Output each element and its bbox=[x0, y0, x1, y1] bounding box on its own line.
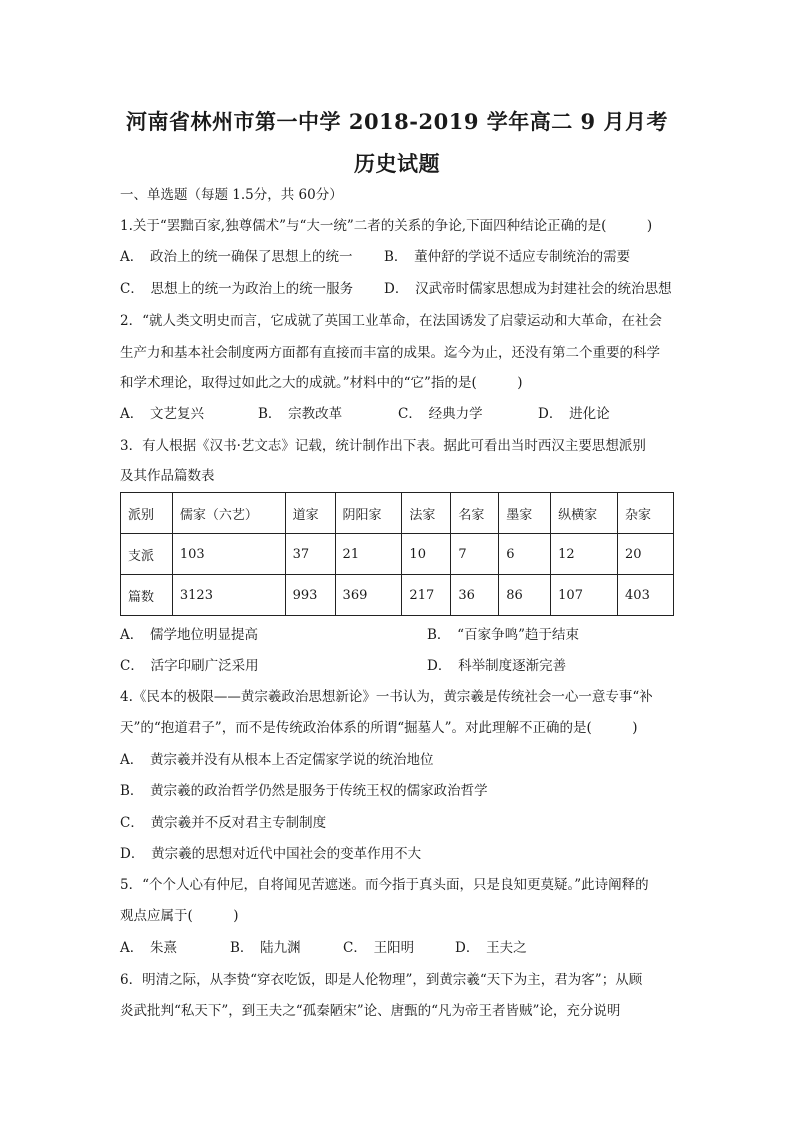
table-cell: 杂家 bbox=[618, 493, 674, 534]
q2-line-1: 2．“就人类文明史而言，它成就了英国工业革命，在法国诱发了启蒙运动和大革命，在社会 bbox=[120, 313, 662, 329]
table-cell: 217 bbox=[402, 575, 451, 616]
q5-option-d: D． 王夫之 bbox=[455, 940, 527, 956]
q3-line-2: 及其作品篇数表 bbox=[120, 468, 215, 484]
exam-title: 河南省林州市第一中学 2018-2019 学年高二 9 月月考 bbox=[126, 109, 668, 134]
q4-option-d: D． 黄宗羲的思想对近代中国社会的变革作用不大 bbox=[120, 846, 422, 862]
q1-option-d: D． 汉武帝时儒家思想成为封建社会的统治思想 bbox=[384, 281, 672, 297]
q2-option-a: A． 文艺复兴 bbox=[120, 406, 204, 422]
table-cell: 支派 bbox=[121, 534, 173, 575]
q4-option-b: B． 黄宗羲的政治哲学仍然是服务于传统王权的儒家政治哲学 bbox=[120, 783, 488, 799]
section-heading: 一、单选题（每题 1.5分，共 60分） bbox=[120, 187, 343, 203]
q3-line-1: 3．有人根据《汉书·艺文志》记载，统计制作出下表。据此可看出当时西汉主要思想派别 bbox=[120, 438, 646, 454]
table-cell: 纵横家 bbox=[551, 493, 618, 534]
table-cell: 名家 bbox=[451, 493, 499, 534]
table-row bbox=[121, 534, 674, 575]
q1-option-b: B． 董仲舒的学说不适应专制统治的需要 bbox=[384, 249, 631, 265]
table-header-row bbox=[121, 493, 674, 534]
table-cell: 6 bbox=[499, 534, 551, 575]
q4-line-1: 4.《民本的极限——黄宗羲政治思想新论》一书认为，黄宗羲是传统社会一心一意专事“补 bbox=[120, 689, 653, 705]
q3-option-b: B． “百家争鸣”趋于结束 bbox=[427, 627, 579, 643]
table-cell: 篇数 bbox=[121, 575, 173, 616]
table-cell: 993 bbox=[285, 575, 335, 616]
exam-subject: 历史试题 bbox=[354, 151, 440, 176]
q2-option-b: B． 宗教改革 bbox=[258, 406, 343, 422]
table-cell: 103 bbox=[172, 534, 285, 575]
table-cell: 10 bbox=[402, 534, 451, 575]
schools-table bbox=[120, 492, 674, 616]
table-cell: 20 bbox=[618, 534, 674, 575]
table-cell: 12 bbox=[551, 534, 618, 575]
table-cell: 369 bbox=[335, 575, 402, 616]
q5-option-a: A． 朱熹 bbox=[120, 940, 177, 956]
q5-option-b: B． 陆九渊 bbox=[230, 940, 301, 956]
q1-option-c: C． 思想上的统一为政治上的统一服务 bbox=[120, 281, 354, 297]
table-cell: 7 bbox=[451, 534, 499, 575]
q2-line-3: 和学术理论，取得过如此之大的成就。”材料中的“它”指的是( ) bbox=[120, 375, 523, 391]
table-cell: 37 bbox=[285, 534, 335, 575]
table-cell: 21 bbox=[335, 534, 402, 575]
q6-line-1: 6．明清之际，从李贽“穿衣吃饭，即是人伦物理”，到黄宗羲“天下为主，君为客”；从顾 bbox=[120, 972, 643, 988]
q4-line-2: 天”的“抱道君子”，而不是传统政治体系的所谓“掘墓人”。对此理解不正确的是( ) bbox=[120, 720, 638, 736]
q6-line-2: 炎武批判“私天下”，到王夫之“孤秦陋宋”论、唐甄的“凡为帝王者皆贼”论，充分说明 bbox=[120, 1003, 621, 1019]
table-cell: 道家 bbox=[285, 493, 335, 534]
q3-option-d: D． 科举制度逐渐完善 bbox=[427, 658, 567, 674]
table-cell: 86 bbox=[499, 575, 551, 616]
table-cell: 阴阳家 bbox=[335, 493, 402, 534]
table-cell: 法家 bbox=[402, 493, 451, 534]
q4-option-c: C． 黄宗羲并不反对君主专制制度 bbox=[120, 815, 327, 831]
q4-option-a: A． 黄宗羲并没有从根本上否定儒家学说的统治地位 bbox=[120, 752, 434, 768]
table-cell: 107 bbox=[551, 575, 618, 616]
table-cell: 墨家 bbox=[499, 493, 551, 534]
q3-option-a: A． 儒学地位明显提高 bbox=[120, 627, 258, 643]
table-cell: 3123 bbox=[172, 575, 285, 616]
table-cell: 36 bbox=[451, 575, 499, 616]
q3-option-c: C． 活字印刷广泛采用 bbox=[120, 658, 259, 674]
q5-line-2: 观点应属于( ) bbox=[120, 908, 239, 924]
q2-line-2: 生产力和基本社会制度两方面都有直接而丰富的成果。迄今为止，还没有第二个重要的科学 bbox=[120, 345, 660, 361]
q2-option-c: C． 经典力学 bbox=[398, 406, 483, 422]
table-cell: 儒家（六艺） bbox=[172, 493, 285, 534]
q1-stem: 1.关于“罢黜百家,独尊儒术”与“大一统”二者的关系的争论,下面四种结论正确的是( ) bbox=[120, 218, 653, 234]
q2-option-d: D． 进化论 bbox=[538, 406, 610, 422]
table-row bbox=[121, 575, 674, 616]
q5-option-c: C． 王阳明 bbox=[343, 940, 415, 956]
q1-option-a: A． 政治上的统一确保了思想上的统一 bbox=[120, 249, 353, 265]
table-cell: 403 bbox=[618, 575, 674, 616]
q5-line-1: 5．“个个人心有仲尼，自将闻见苦遮迷。而今指于真头面，只是良知更莫疑。”此诗阐释的 bbox=[120, 877, 649, 893]
table-cell: 派别 bbox=[121, 493, 173, 534]
